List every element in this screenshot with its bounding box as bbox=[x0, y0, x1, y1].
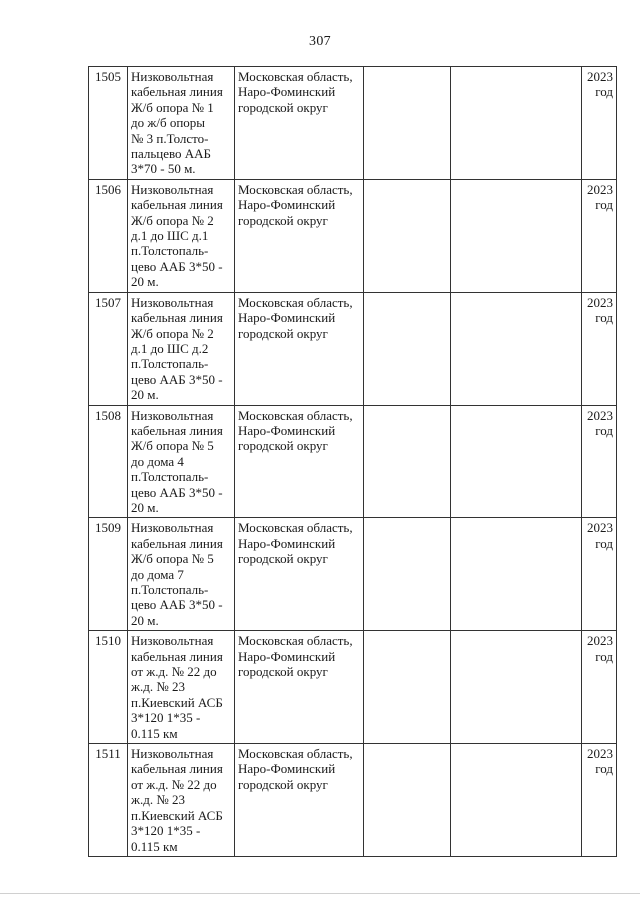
table-row bbox=[89, 179, 617, 292]
address-line: Московская область, bbox=[238, 407, 353, 423]
object-name-line: п.Киевский АСБ bbox=[131, 694, 223, 710]
table-row bbox=[89, 67, 617, 180]
object-name-line: до дома 4 bbox=[131, 453, 184, 469]
year-line: год bbox=[595, 648, 613, 664]
object-name-line: кабельная линия bbox=[131, 535, 223, 551]
object-name-line: Низковольтная bbox=[131, 520, 214, 536]
year-line: год bbox=[595, 197, 613, 213]
cell-year bbox=[582, 67, 617, 180]
address-line: Наро-Фоминский bbox=[238, 535, 336, 551]
year-line: 2023 bbox=[587, 294, 613, 310]
object-name-line: Ж/б опора № 2 bbox=[131, 325, 214, 341]
object-name-line: до ж/б опоры bbox=[131, 115, 206, 131]
table-row bbox=[89, 518, 617, 631]
cell-year bbox=[582, 179, 617, 292]
object-name-line: п.Толстопаль- bbox=[131, 356, 209, 372]
address-line: городской округ bbox=[238, 776, 328, 792]
cell-object-name bbox=[128, 631, 235, 744]
address-line: Московская область, bbox=[238, 181, 353, 197]
cell-empty bbox=[451, 67, 582, 180]
cell-empty bbox=[451, 405, 582, 518]
record-number: 1507 bbox=[95, 294, 121, 310]
address-line: Наро-Фоминский bbox=[238, 310, 336, 326]
address-line: Наро-Фоминский bbox=[238, 84, 336, 100]
object-name-line: 0.115 км bbox=[131, 725, 178, 741]
object-name-line: кабельная линия bbox=[131, 422, 223, 438]
cell-record-number bbox=[89, 292, 128, 405]
object-name-line: пальцево ААБ bbox=[131, 146, 212, 162]
object-name-line: п.Толстопаль- bbox=[131, 582, 209, 597]
cell-empty bbox=[451, 744, 582, 857]
address-line: городской округ bbox=[238, 551, 328, 567]
cell-address bbox=[235, 292, 364, 405]
address-line: городской округ bbox=[238, 664, 328, 680]
year-line: год bbox=[595, 422, 613, 438]
cell-address bbox=[235, 744, 364, 857]
object-name-line: 20 м. bbox=[131, 274, 159, 290]
cell-record-number bbox=[89, 405, 128, 518]
cell-empty bbox=[364, 292, 451, 405]
cell-record-number bbox=[89, 518, 128, 631]
cell-year bbox=[582, 631, 617, 744]
cell-record-number bbox=[89, 631, 128, 744]
cell-empty bbox=[364, 179, 451, 292]
cell-year bbox=[582, 405, 617, 518]
cell-record-number bbox=[89, 179, 128, 292]
object-name-line: д.1 до ШС д.2 bbox=[131, 340, 209, 356]
object-name-line: Ж/б опора № 2 bbox=[131, 212, 214, 228]
cell-empty bbox=[364, 518, 451, 631]
cell-empty bbox=[364, 405, 451, 518]
year-line: 2023 bbox=[587, 181, 613, 197]
object-name-line: Ж/б опора № 5 bbox=[131, 438, 214, 454]
object-name-line: цево ААБ 3*50 - bbox=[131, 258, 223, 274]
object-name-line: 20 м. bbox=[131, 387, 159, 403]
cell-address bbox=[235, 518, 364, 631]
address-line: городской округ bbox=[238, 325, 328, 341]
object-name-line: п.Толстопаль- bbox=[131, 469, 209, 485]
cell-empty bbox=[364, 744, 451, 857]
object-name-line: № 3 п.Толсто- bbox=[131, 130, 209, 146]
record-number: 1508 bbox=[95, 407, 121, 423]
address-line: Наро-Фоминский bbox=[238, 197, 336, 213]
object-name-line: п.Киевский АСБ bbox=[131, 807, 223, 823]
object-name-line: кабельная линия bbox=[131, 761, 223, 777]
cell-address bbox=[235, 179, 364, 292]
year-line: 2023 bbox=[587, 407, 613, 423]
object-name-line: 3*120 1*35 - bbox=[131, 823, 201, 839]
cell-object-name bbox=[128, 518, 235, 631]
address-line: Московская область, bbox=[238, 520, 353, 536]
cell-empty bbox=[451, 179, 582, 292]
cell-empty bbox=[364, 631, 451, 744]
object-name-line: д.1 до ШС д.1 bbox=[131, 228, 209, 244]
year-line: год bbox=[595, 84, 613, 100]
table-row bbox=[89, 292, 617, 405]
cell-year bbox=[582, 518, 617, 631]
address-line: Московская область, bbox=[238, 294, 353, 310]
year-line: год bbox=[595, 310, 613, 326]
object-name-line: 20 м. bbox=[131, 499, 159, 515]
cell-empty bbox=[451, 631, 582, 744]
address-line: городской округ bbox=[238, 212, 328, 228]
object-name-line: 3*70 - 50 м. bbox=[131, 161, 196, 177]
object-name-line: кабельная линия bbox=[131, 310, 223, 326]
cell-object-name bbox=[128, 405, 235, 518]
record-number: 1509 bbox=[95, 520, 121, 536]
table-row bbox=[89, 405, 617, 518]
object-name-line: цево ААБ 3*50 - bbox=[131, 484, 223, 500]
cell-empty bbox=[364, 67, 451, 180]
object-name-line: Низковольтная bbox=[131, 633, 214, 649]
object-name-line: цево ААБ 3*50 - bbox=[131, 597, 223, 613]
cell-year bbox=[582, 744, 617, 857]
address-line: Наро-Фоминский bbox=[238, 648, 336, 664]
address-line: Московская область, bbox=[238, 633, 353, 649]
cell-address bbox=[235, 405, 364, 518]
record-number: 1505 bbox=[95, 69, 121, 84]
object-name-line: 20 м. bbox=[131, 612, 159, 628]
year-line: год bbox=[595, 761, 613, 777]
registry-table bbox=[88, 66, 617, 857]
record-number: 1506 bbox=[95, 181, 121, 197]
object-name-line: Ж/б опора № 1 bbox=[131, 99, 214, 115]
object-name-line: 0.115 км bbox=[131, 838, 178, 854]
cell-address bbox=[235, 67, 364, 180]
object-name-line: Низковольтная bbox=[131, 181, 214, 197]
year-line: 2023 bbox=[587, 520, 613, 536]
table-row bbox=[89, 631, 617, 744]
object-name-line: кабельная линия bbox=[131, 197, 223, 213]
cell-record-number bbox=[89, 67, 128, 180]
address-line: Наро-Фоминский bbox=[238, 761, 336, 777]
object-name-line: от ж.д. № 22 до bbox=[131, 664, 217, 680]
page-number: 307 bbox=[309, 34, 331, 49]
object-name-line: до дома 7 bbox=[131, 566, 184, 582]
cell-empty bbox=[451, 518, 582, 631]
object-name-line: цево ААБ 3*50 - bbox=[131, 371, 223, 387]
object-name-line: Ж/б опора № 5 bbox=[131, 551, 214, 567]
table-row bbox=[89, 744, 617, 857]
object-name-line: ж.д. № 23 bbox=[131, 792, 185, 808]
address-line: Московская область, bbox=[238, 746, 353, 762]
record-number: 1510 bbox=[95, 633, 121, 649]
registry-table-body bbox=[89, 67, 617, 857]
cell-object-name bbox=[128, 179, 235, 292]
year-line: 2023 bbox=[587, 746, 613, 762]
cell-object-name bbox=[128, 292, 235, 405]
address-line: городской округ bbox=[238, 438, 328, 454]
cell-address bbox=[235, 631, 364, 744]
object-name-line: ж.д. № 23 bbox=[131, 679, 185, 695]
object-name-line: Низковольтная bbox=[131, 294, 214, 310]
object-name-line: кабельная линия bbox=[131, 648, 223, 664]
object-name-line: п.Толстопаль- bbox=[131, 243, 209, 259]
object-name-line: Низковольтная bbox=[131, 69, 214, 84]
year-line: год bbox=[595, 535, 613, 551]
cell-object-name bbox=[128, 67, 235, 180]
address-line: Наро-Фоминский bbox=[238, 422, 336, 438]
record-number: 1511 bbox=[95, 746, 121, 762]
cell-empty bbox=[451, 292, 582, 405]
object-name-line: 3*120 1*35 - bbox=[131, 710, 201, 726]
object-name-line: Низковольтная bbox=[131, 407, 214, 423]
cell-object-name bbox=[128, 744, 235, 857]
address-line: городской округ bbox=[238, 99, 328, 115]
year-line: 2023 bbox=[587, 69, 613, 84]
object-name-line: от ж.д. № 22 до bbox=[131, 776, 217, 792]
object-name-line: Низковольтная bbox=[131, 746, 214, 762]
address-line: Московская область, bbox=[238, 69, 353, 84]
cell-record-number bbox=[89, 744, 128, 857]
year-line: 2023 bbox=[587, 633, 613, 649]
object-name-line: кабельная линия bbox=[131, 84, 223, 100]
cell-year bbox=[582, 292, 617, 405]
bottom-scan-edge bbox=[0, 893, 640, 894]
